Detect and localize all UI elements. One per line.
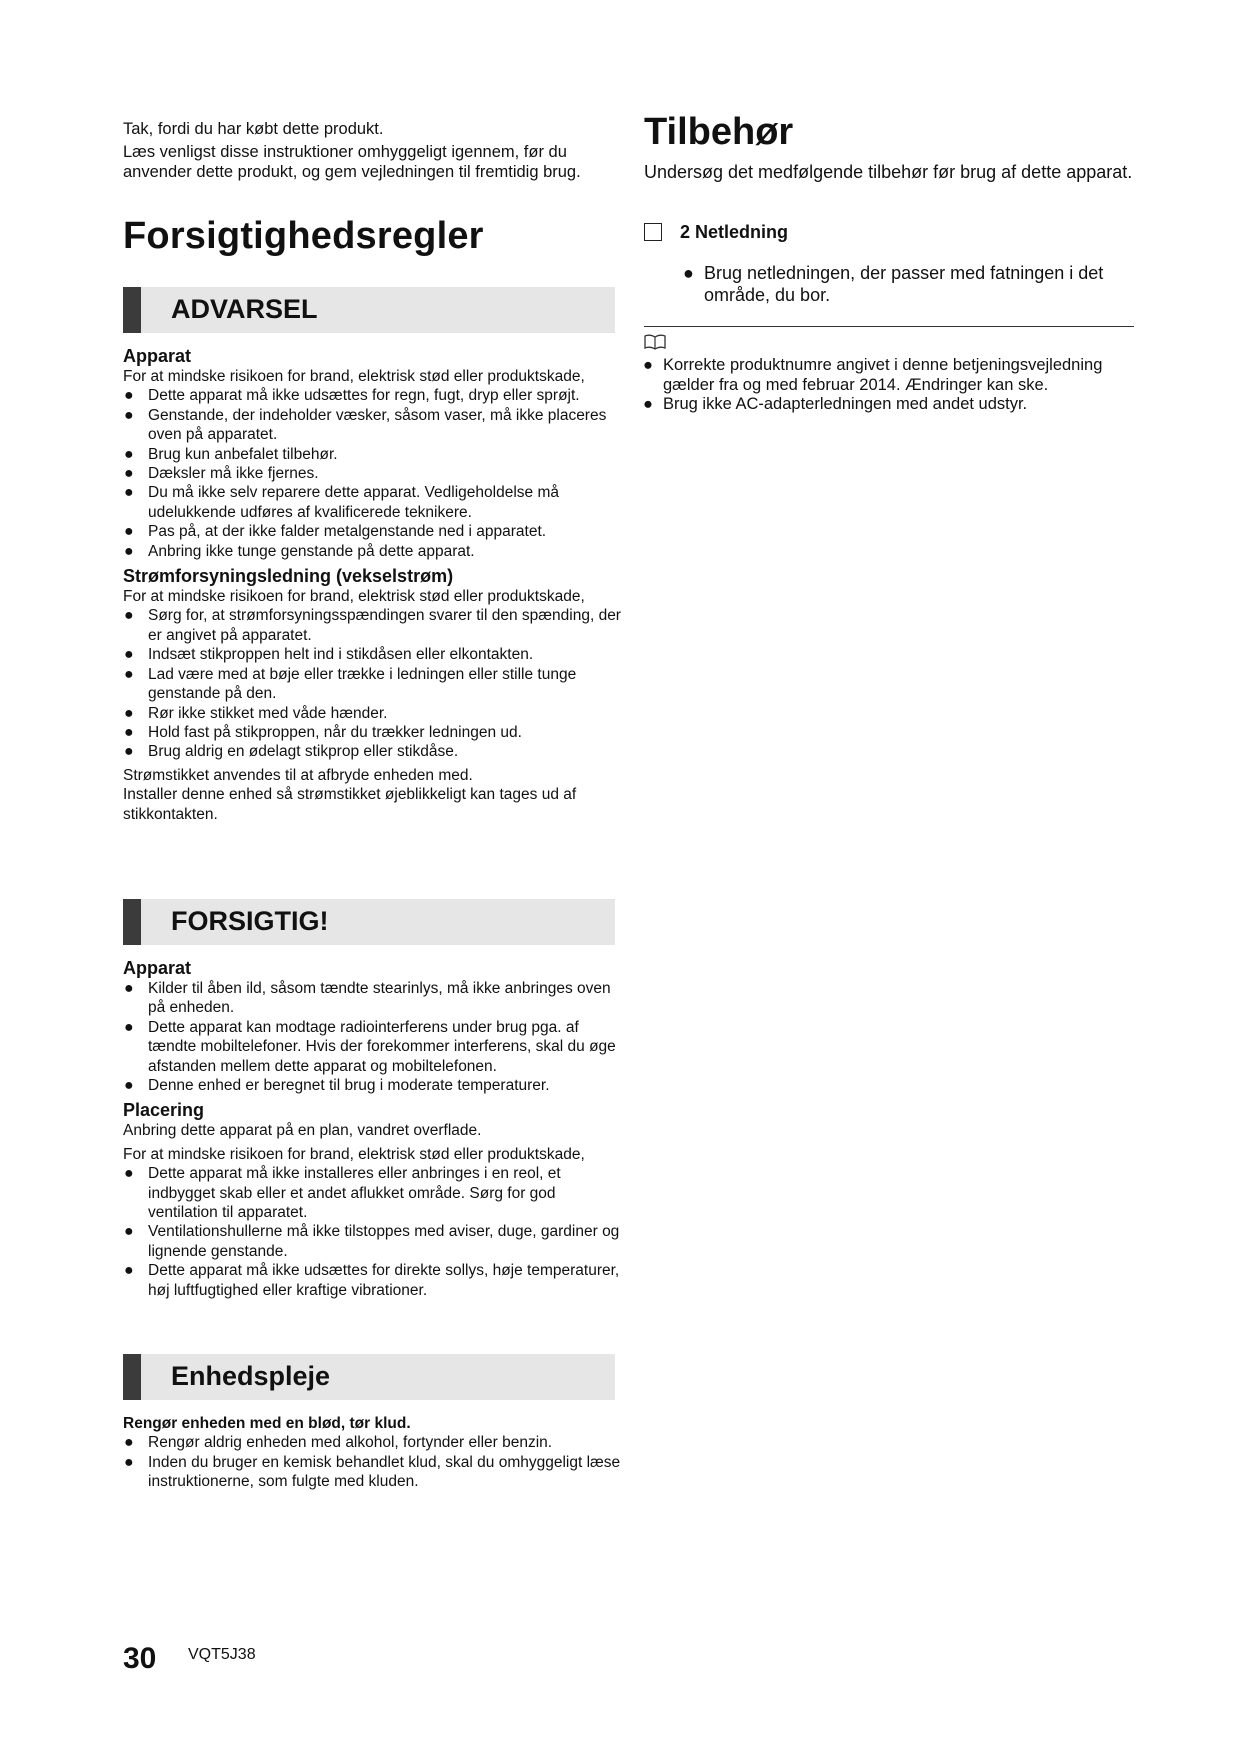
bullet-icon: ● <box>124 1223 134 1241</box>
list-item: ● Pas på, at der ikke falder metalgenstande ned i apparatet. <box>124 523 547 541</box>
section-marker <box>123 287 141 333</box>
intro-line-1: Tak, fordi du har købt dette produkt. <box>123 120 384 138</box>
bullet-list <box>123 386 623 561</box>
body-text: Installer denne enhed så strømstikket øjeblikkeligt kan tages ud af stikkontakten. <box>123 786 577 823</box>
list-item: ● Anbring ikke tunge genstande på dette apparat. <box>124 542 475 560</box>
bullet-icon: ● <box>124 387 134 405</box>
bullet-list <box>123 606 623 761</box>
lead-text: For at mindske risikoen for brand, elektrisk stød eller produktskade, <box>123 588 585 606</box>
bullet-icon: ● <box>124 1262 134 1280</box>
list-item: ● Dette apparat må ikke udsættes for regn, fugt, dryp eller sprøjt. <box>124 387 580 405</box>
section-forsigtig <box>123 899 615 945</box>
list-item: ● Dette apparat må ikke installeres eller anbringes i en reol, et indbygget skab eller et andet aflukket område. Sørg for god ventilation til apparatet. <box>124 1165 561 1222</box>
subsection-title: Apparat <box>123 958 192 978</box>
body-text: Anbring dette apparat på en plan, vandret overflade. <box>123 1122 482 1140</box>
bullet-icon: ● <box>124 1018 134 1036</box>
list-item: ● Denne enhed er beregnet til brug i moderate temperaturer. <box>124 1077 550 1095</box>
intro-text <box>123 119 623 185</box>
list-item: ● Genstande, der indeholder væsker, såsom vaser, må ikke placeres oven på apparatet. <box>124 406 607 444</box>
list-item: ● Hold fast på stikproppen, når du trækker ledningen ud. <box>124 723 522 741</box>
list-item: ● Kilder til åben ild, såsom tændte stearinlys, må ikke anbringes oven på enheden. <box>124 980 611 1017</box>
list-item: ● Rør ikke stikket med våde hænder. <box>124 704 388 722</box>
bullet-icon: ● <box>124 465 134 483</box>
list-item: ● Brug kun anbefalet tilbehør. <box>124 445 338 463</box>
section-advarsel <box>123 287 615 333</box>
list-item: ● Dette apparat må ikke udsættes for direkte sollys, høje temperaturer, høj luftfugtighed eller kraftige vibrationer. <box>124 1262 620 1299</box>
list-item: ● Rengør aldrig enheden med alkohol, fortynder eller benzin. <box>124 1434 553 1452</box>
body-text: Strømstikket anvendes til at afbryde enheden med. <box>123 766 473 784</box>
bullet-icon: ● <box>643 356 653 374</box>
bullet-icon: ● <box>124 646 134 664</box>
list-item: ● Brug ikke AC-adapterledningen med andet udstyr. <box>643 395 1028 413</box>
accessory-item <box>644 222 788 243</box>
list-item: ● Brug netledningen, der passer med fatningen i det område, du bor. <box>683 263 1104 305</box>
bullet-icon: ● <box>124 980 134 997</box>
section-title-advarsel: ADVARSEL <box>171 294 318 324</box>
enhedspleje-content <box>123 1414 623 1492</box>
divider <box>644 326 1134 327</box>
bullet-icon: ● <box>124 523 134 541</box>
notes <box>644 356 1124 415</box>
book-icon <box>644 333 666 351</box>
tilbehor-title: Tilbehør <box>644 111 794 153</box>
section-marker <box>123 899 141 945</box>
advarsel-apparat <box>123 345 623 824</box>
bullet-list <box>123 979 623 1095</box>
forsigtig-content <box>123 957 623 1300</box>
bullet-icon: ● <box>683 263 694 283</box>
bullet-icon: ● <box>124 1165 134 1183</box>
bold-instruction: Rengør enheden med en blød, tør klud. <box>123 1415 411 1432</box>
bullet-icon: ● <box>124 1077 134 1095</box>
section-marker <box>123 1354 141 1400</box>
bullet-icon: ● <box>124 704 134 722</box>
bullet-list <box>123 1433 623 1491</box>
bullet-icon: ● <box>124 1453 134 1471</box>
list-item: ● Dette apparat kan modtage radiointerferens under brug pga. af tændte mobiltelefoner. Hvis der forekommer interferens, skal du øge afstanden mellem dette apparat og mobiltelefonen. <box>124 1018 616 1075</box>
list-item: ● Korrekte produktnumre angivet i denne betjeningsvejledning gælder fra og med februar 2014. Ændringer kan ske. <box>643 356 1103 394</box>
lead-text: For at mindske risikoen for brand, elektrisk stød eller produktskade, <box>123 368 585 385</box>
bullet-icon: ● <box>124 743 134 761</box>
bullet-icon: ● <box>124 1434 134 1452</box>
bullet-icon: ● <box>124 406 134 424</box>
bullet-icon: ● <box>124 665 134 683</box>
list-item: ● Indsæt stikproppen helt ind i stikdåsen eller elkontakten. <box>124 646 534 664</box>
bullet-icon: ● <box>124 723 134 741</box>
list-item: ● Brug aldrig en ødelagt stikprop eller stikdåse. <box>124 743 459 761</box>
accessory-note <box>684 262 1146 306</box>
list-item: ● Dæksler må ikke fjernes. <box>124 465 319 483</box>
list-item: ● Lad være med at bøje eller trække i ledningen eller stille tunge genstande på den. <box>124 665 577 703</box>
list-item: ● Ventilationshullerne må ikke tilstoppes med aviser, duge, gardiner og lignende genstande. <box>124 1223 620 1260</box>
section-title-forsigtig: FORSIGTIG! <box>171 906 329 936</box>
checkbox[interactable] <box>644 223 662 241</box>
subsection-title: Strømforsyningsledning (vekselstrøm) <box>123 566 454 587</box>
section-enhedspleje <box>123 1354 615 1400</box>
list-item: ● Inden du bruger en kemisk behandlet klud, skal du omhyggeligt læse instruktionerne, som fulgte med kluden. <box>124 1453 621 1491</box>
bullet-list <box>123 1164 623 1300</box>
bullet-icon: ● <box>124 445 134 463</box>
tilbehor-subtitle: Undersøg det medfølgende tilbehør før brug af dette apparat. <box>644 162 1133 182</box>
subsection-title: Apparat <box>123 346 192 366</box>
lead-text: For at mindske risikoen for brand, elektrisk stød eller produktskade, <box>123 1145 585 1163</box>
bullet-icon: ● <box>124 542 134 560</box>
intro-line-2: Læs venligst disse instruktioner omhyggeligt igennem, før du anvender dette produkt, og gem vejledningen til fremtidig brug. <box>123 143 581 181</box>
bullet-icon: ● <box>124 607 134 625</box>
bullet-icon: ● <box>643 395 653 413</box>
page-title: Forsigtighedsregler <box>123 215 484 257</box>
page-number: 30 <box>123 1642 157 1675</box>
bullet-icon: ● <box>124 484 134 502</box>
list-item: ● Du må ikke selv reparere dette apparat. Vedligeholdelse må udelukkende udføres af kvalificerede teknikere. <box>124 484 559 521</box>
document-code: VQT5J38 <box>188 1646 256 1663</box>
section-title-enhedspleje: Enhedspleje <box>171 1361 331 1391</box>
accessory-label: 2 Netledning <box>680 222 789 242</box>
list-item: ● Sørg for, at strømforsyningsspændingen svarer til den spænding, der er angivet på apparatet. <box>124 607 621 644</box>
subsection-title: Placering <box>123 1100 205 1121</box>
